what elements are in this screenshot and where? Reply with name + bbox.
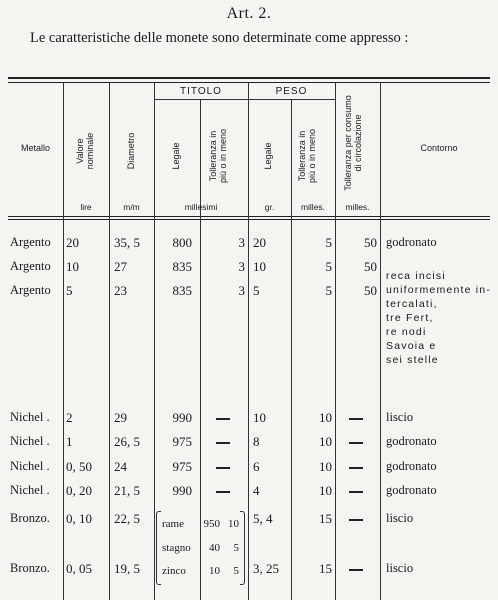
cell-peso-tol: 10 xyxy=(319,483,332,498)
cell-peso: 6 xyxy=(253,459,260,474)
peso-group-label: PESO xyxy=(275,86,308,97)
cell-valore: 5 xyxy=(66,283,73,298)
cell-titolo: 975 xyxy=(172,434,192,449)
cell-metallo: Argento xyxy=(10,259,51,273)
cell-titolo-tol: 3 xyxy=(238,235,245,250)
cell-peso-tol: 5 xyxy=(325,235,332,250)
titolo-group-underline xyxy=(154,99,248,100)
cell-metallo: Argento xyxy=(10,235,51,249)
header-tolleranza-consumo xyxy=(343,88,383,198)
cell-diametro: 23 xyxy=(114,283,127,298)
cell-valore: 1 xyxy=(66,434,73,449)
cell-peso-tol: 5 xyxy=(325,259,332,274)
header-titolo-tolleranza-text: Tolleranza in più o in meno xyxy=(208,128,228,184)
cell-titolo: 990 xyxy=(172,410,192,425)
cell-metallo: Bronzo. xyxy=(10,511,50,525)
unit-peso: gr. xyxy=(264,202,275,212)
cell-metallo: Argento xyxy=(10,283,51,297)
argento-contorno-note xyxy=(386,269,496,367)
cell-consumo: 50 xyxy=(364,259,377,274)
col-divider xyxy=(335,83,336,600)
cell-titolo: 835 xyxy=(172,283,192,298)
header-bottom-rule-thin xyxy=(8,219,490,220)
header-valore xyxy=(75,111,97,191)
table-top-rule-thin xyxy=(8,82,490,83)
intro-paragraph: Le caratteristiche delle monete sono determinate come appresso : xyxy=(30,30,409,46)
cell-contorno: liscio xyxy=(386,561,414,575)
cell-valore: 0, 10 xyxy=(66,511,92,526)
cell-peso-tol: 10 xyxy=(319,459,332,474)
cell-metallo: Nichel . xyxy=(10,434,50,448)
cell-valore: 0, 20 xyxy=(66,483,92,498)
dash-mark xyxy=(349,418,363,420)
cell-peso-tol: 10 xyxy=(319,434,332,449)
cell-contorno: liscio xyxy=(386,511,414,525)
composition-titolo: 950 xyxy=(203,518,220,530)
composition-metal: zinco xyxy=(162,565,186,577)
dash-mark xyxy=(216,418,230,420)
cell-peso-tol: 15 xyxy=(319,511,332,526)
note-line: Savoia e xyxy=(386,340,437,352)
cell-peso: 20 xyxy=(253,235,266,250)
composition-brace-left xyxy=(156,511,161,585)
note-line: re nodi xyxy=(386,326,427,338)
header-tolleranza-consumo-text: Tolleranza per consumo di circolazione xyxy=(343,95,363,191)
composition-tolerance: 5 xyxy=(233,542,239,554)
dash-mark xyxy=(216,467,230,469)
note-line: tre Fert, xyxy=(386,312,434,324)
cell-valore: 20 xyxy=(66,235,79,250)
composition-metal: rame xyxy=(162,518,184,530)
header-titolo-legale: Legale xyxy=(171,142,181,170)
cell-peso-tol: 10 xyxy=(319,410,332,425)
header-valore-text: Valore nominale xyxy=(75,132,95,170)
composition-tolerance: 10 xyxy=(228,518,239,530)
col-divider xyxy=(154,83,155,600)
header-bottom-rule xyxy=(8,216,490,217)
cell-contorno: liscio xyxy=(386,410,414,424)
cell-diametro: 22, 5 xyxy=(114,511,140,526)
dash-mark xyxy=(349,442,363,444)
unit-consumo: milles. xyxy=(345,202,370,212)
cell-metallo: Bronzo. xyxy=(10,561,50,575)
unit-diametro: m/m xyxy=(123,202,140,212)
cell-titolo: 835 xyxy=(172,259,192,274)
cell-consumo: 50 xyxy=(364,283,377,298)
cell-titolo: 990 xyxy=(172,483,192,498)
composition-brace-right xyxy=(240,511,245,585)
cell-valore: 0, 50 xyxy=(66,459,92,474)
cell-valore: 10 xyxy=(66,259,79,274)
cell-diametro: 24 xyxy=(114,459,127,474)
cell-contorno: godronato xyxy=(386,434,437,448)
composition-metal: stagno xyxy=(162,542,191,554)
header-titolo-tolleranza xyxy=(208,116,240,196)
dash-mark xyxy=(349,467,363,469)
titolo-group-label: TITOLO xyxy=(180,86,222,97)
cell-diametro: 26, 5 xyxy=(114,434,140,449)
cell-peso: 10 xyxy=(253,259,266,274)
composition-titolo: 40 xyxy=(209,542,220,554)
unit-titolo: millesimi xyxy=(184,202,218,212)
cell-valore: 0, 05 xyxy=(66,561,92,576)
cell-valore: 2 xyxy=(66,410,73,425)
dash-mark xyxy=(349,519,363,521)
cell-peso: 3, 25 xyxy=(253,561,279,576)
cell-contorno: godronato xyxy=(386,235,437,249)
composition-titolo: 10 xyxy=(209,565,220,577)
col-divider xyxy=(63,83,64,600)
cell-peso: 10 xyxy=(253,410,266,425)
dash-mark xyxy=(216,491,230,493)
cell-titolo: 975 xyxy=(172,459,192,474)
cell-contorno: godronato xyxy=(386,459,437,473)
cell-peso: 5, 4 xyxy=(253,511,273,526)
cell-metallo: Nichel . xyxy=(10,410,50,424)
cell-diametro: 27 xyxy=(114,259,127,274)
cell-metallo: Nichel . xyxy=(10,459,50,473)
note-line: sei stelle xyxy=(386,354,439,366)
cell-peso: 5 xyxy=(253,283,260,298)
dash-mark xyxy=(349,569,363,571)
cell-titolo-tol: 3 xyxy=(238,259,245,274)
header-diametro: Diametro xyxy=(126,132,136,170)
note-line: uniformemente in- xyxy=(386,284,492,296)
composition-tolerance: 5 xyxy=(233,565,239,577)
unit-valore: lire xyxy=(80,202,92,212)
cell-peso: 4 xyxy=(253,483,260,498)
dash-mark xyxy=(216,442,230,444)
cell-diametro: 35, 5 xyxy=(114,235,140,250)
article-title: Art. 2. xyxy=(226,5,272,22)
peso-group-underline xyxy=(248,99,335,100)
cell-titolo-tol: 3 xyxy=(238,283,245,298)
dash-mark xyxy=(349,491,363,493)
cell-diametro: 19, 5 xyxy=(114,561,140,576)
col-divider xyxy=(109,83,110,600)
note-line: tercalati, xyxy=(386,298,438,310)
unit-peso-tolleranza: milles. xyxy=(300,202,326,212)
cell-metallo: Nichel . xyxy=(10,483,50,497)
header-peso-tolleranza xyxy=(297,116,329,196)
cell-peso: 8 xyxy=(253,434,260,449)
note-line: reca incisi xyxy=(386,270,446,282)
cell-titolo: 800 xyxy=(172,235,192,250)
table-top-rule xyxy=(8,77,490,79)
cell-peso-tol: 15 xyxy=(319,561,332,576)
col-divider xyxy=(248,83,249,600)
cell-consumo: 50 xyxy=(364,235,377,250)
cell-diametro: 21, 5 xyxy=(114,483,140,498)
cell-peso-tol: 5 xyxy=(325,283,332,298)
header-metallo: Metallo xyxy=(20,143,50,153)
header-peso-tolleranza-text: Tolleranza in più o in meno xyxy=(297,128,317,184)
cell-diametro: 29 xyxy=(114,410,127,425)
header-contorno: Contorno xyxy=(420,143,458,153)
header-peso-legale: Legale xyxy=(263,142,273,170)
cell-contorno: godronato xyxy=(386,483,437,497)
